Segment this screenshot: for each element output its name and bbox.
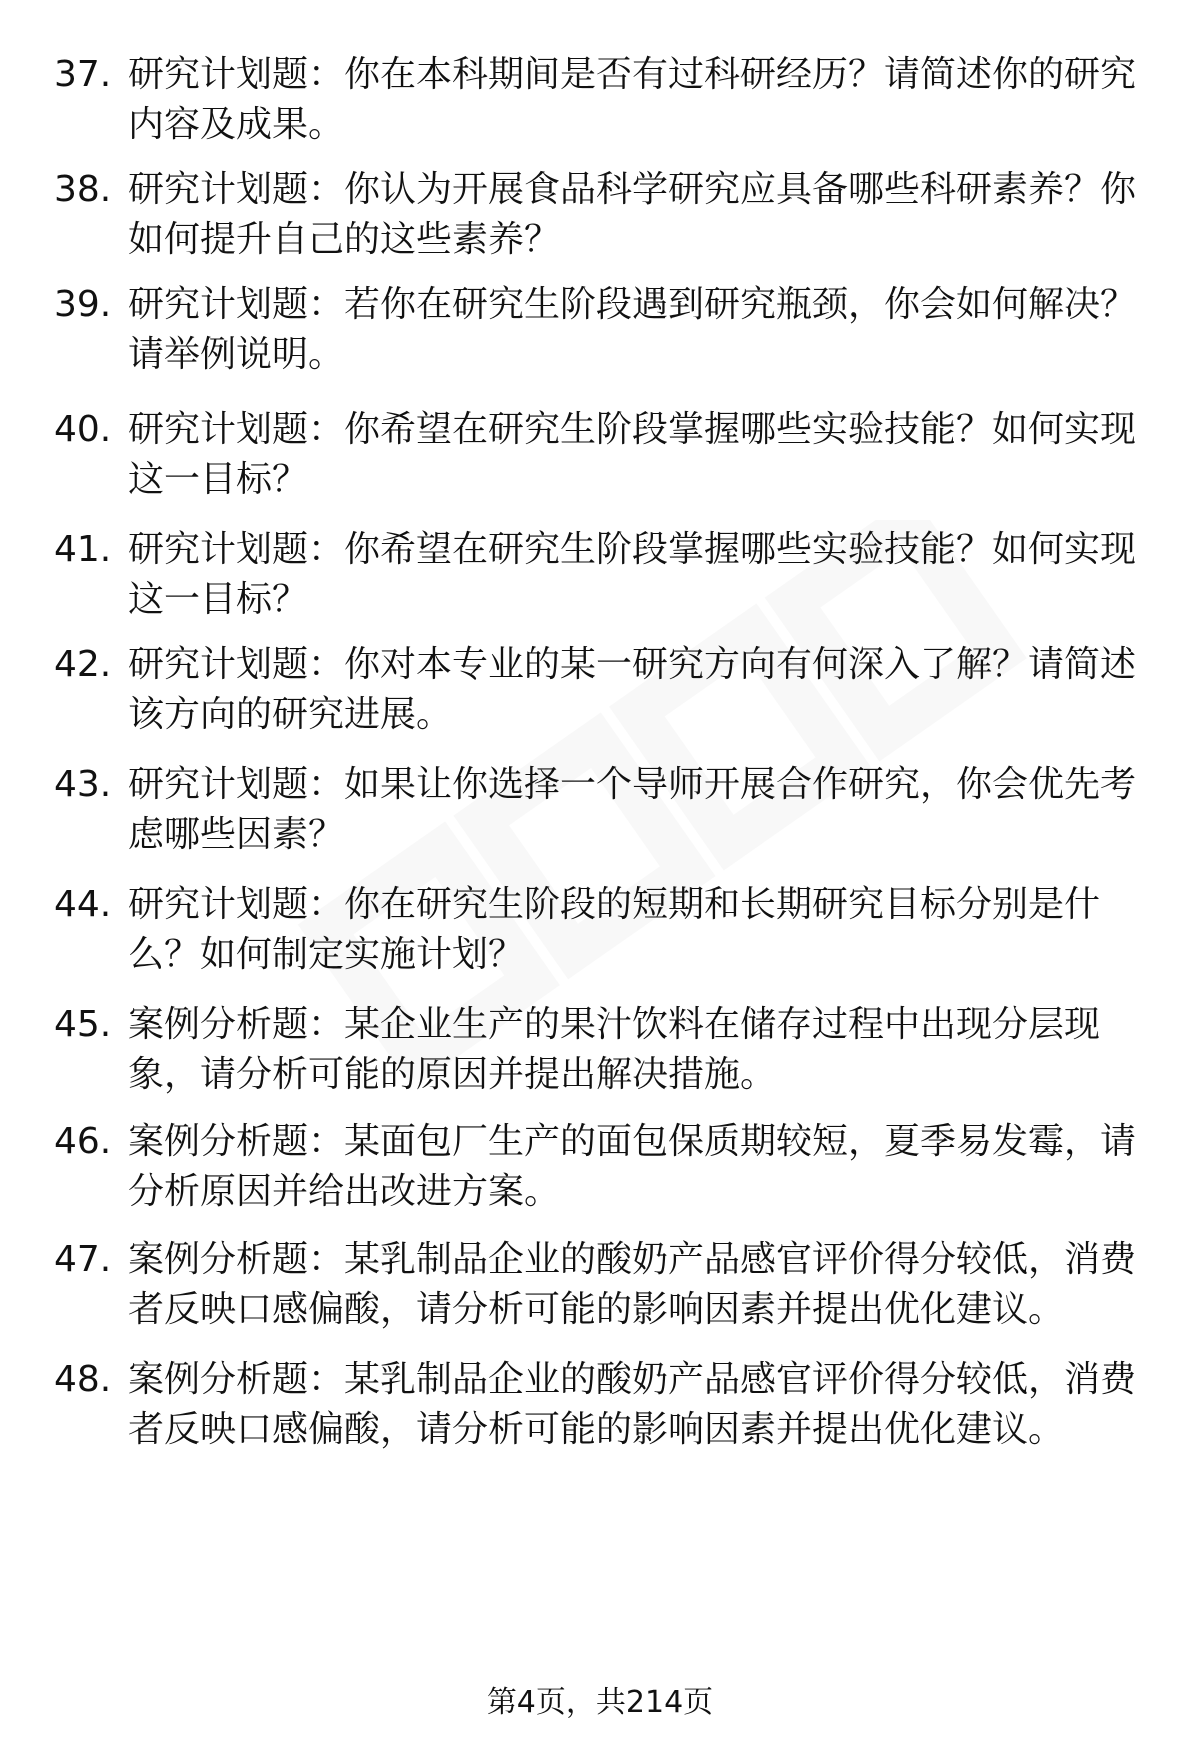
question-number: 41.: [54, 529, 112, 570]
question-number: 38.: [54, 169, 112, 210]
question-text: 研究计划题：你对本专业的某一研究方向有何深入了解？请简述 该方向的研究进展。: [128, 644, 1137, 735]
question-number: 43.: [54, 764, 112, 805]
question-number: 48.: [54, 1359, 112, 1400]
question-text: 研究计划题：你希望在研究生阶段掌握哪些实验技能？如何实现 这一目标？: [128, 409, 1137, 500]
question-text: 案例分析题：某乳制品企业的酸奶产品感官评价得分较低，消费 者反映口感偏酸，请分析可能的影响因素并提出优化建议。: [128, 1239, 1137, 1330]
question-text: 研究计划题：你认为开展食品科学研究应具备哪些科研素养？你 如何提升自己的这些素养？: [128, 169, 1137, 260]
question-text: 案例分析题：某面包厂生产的面包保质期较短，夏季易发霉，请 分析原因并给出改进方案。: [128, 1121, 1137, 1212]
question-text: 研究计划题：你在研究生阶段的短期和长期研究目标分别是什 么？如何制定实施计划？: [128, 884, 1101, 975]
question-item: [0, 1117, 1200, 1227]
question-text: 研究计划题：如果让你选择一个导师开展合作研究，你会优先考 虑哪些因素？: [128, 764, 1137, 855]
question-number: 37.: [54, 54, 112, 95]
question-number: 39.: [54, 284, 112, 325]
question-item: [0, 640, 1200, 750]
question-item: [0, 1000, 1200, 1110]
question-item: [0, 760, 1200, 870]
page-footer: 第4页，共214页: [486, 1685, 714, 1720]
question-item: [0, 280, 1200, 390]
question-number: 42.: [54, 644, 112, 685]
question-text: 案例分析题：某企业生产的果汁饮料在储存过程中出现分层现 象，请分析可能的原因并提出解决措施。: [128, 1004, 1101, 1095]
question-text: 研究计划题：你希望在研究生阶段掌握哪些实验技能？如何实现 这一目标？: [128, 529, 1137, 620]
question-number: 46.: [54, 1121, 112, 1162]
question-item: [0, 165, 1200, 275]
question-item: [0, 1235, 1200, 1345]
question-number: 44.: [54, 884, 112, 925]
question-text: 研究计划题：若你在研究生阶段遇到研究瓶颈，你会如何解决？ 请举例说明。: [128, 284, 1137, 375]
question-item: [0, 1355, 1200, 1465]
question-text: 研究计划题：你在本科期间是否有过科研经历？请简述你的研究 内容及成果。: [128, 54, 1137, 145]
question-item: [0, 405, 1200, 515]
question-text: 案例分析题：某乳制品企业的酸奶产品感官评价得分较低，消费 者反映口感偏酸，请分析可能的影响因素并提出优化建议。: [128, 1359, 1137, 1450]
question-item: [0, 50, 1200, 160]
question-number: 40.: [54, 409, 112, 450]
question-number: 45.: [54, 1004, 112, 1045]
question-item: [0, 880, 1200, 990]
question-number: 47.: [54, 1239, 112, 1280]
question-item: [0, 525, 1200, 635]
